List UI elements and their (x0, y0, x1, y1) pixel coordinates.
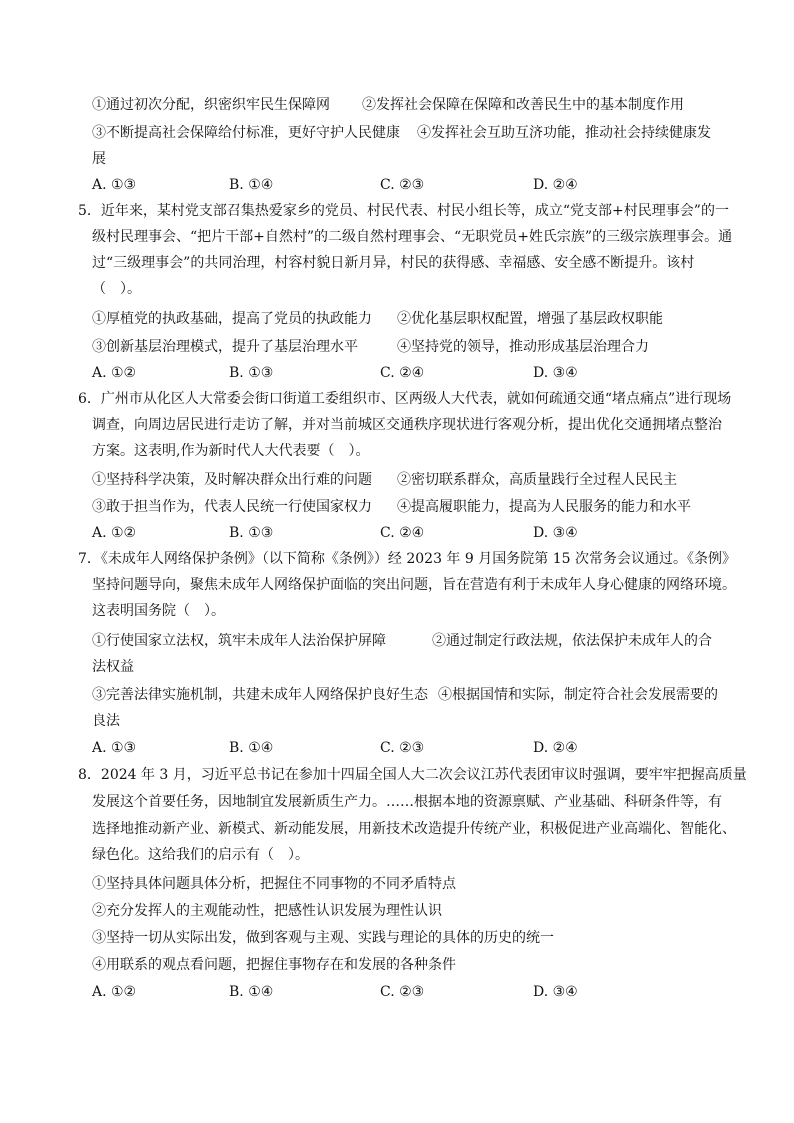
q5-stem-line-1: 5．近年来，某村党支部召集热爱家乡的党员、村民代表、村民小组长等，成立“党支部+村民理事会”的一 (78, 203, 729, 219)
option-a: A. ①③ (92, 740, 137, 756)
q7-stem-line-2: 坚持问题导向，聚焦未成年人网络保护面临的突出问题，旨在营造有利于未成年人身心健康的网络环境。 (92, 577, 736, 593)
q7-options (92, 735, 732, 761)
q6-stem-line-3: 方案。这表明,作为新时代人大代表要（ ）。 (92, 443, 370, 459)
q8-statement-3: ③坚持一切从实际出发，做到客观与主观、实践与理论的具体的历史的统一 (92, 930, 554, 946)
option-d: D. ③④ (533, 525, 578, 541)
q7-statement-4: ④根据国情和实际，制定符合社会发展需要的 (438, 687, 718, 703)
q8-options (92, 979, 732, 1005)
option-b: B. ①④ (229, 984, 274, 1000)
q5-stem-line-2: 级村民理事会、“把片干部+自然村”的二级自然村理事会、“无职党员+姓氏宗族”的三级宗族理事会。通 (92, 229, 733, 245)
q8-stem-line-4: 绿色化。这给我们的启示有（ ）。 (92, 847, 309, 863)
q8-stem-line-2: 发展这个首要任务，因地制宜发展新质生产力。……根据本地的资源禀赋、产业基础、科研条件等，有 (92, 794, 722, 810)
q7-statement-3: ③完善法律实施机制，共建未成年人网络保护良好生态 (92, 687, 428, 703)
q8-statement-1: ①坚持具体问题具体分析，把握住不同事物的不同矛盾特点 (92, 876, 456, 892)
option-c: C. ②③ (380, 177, 425, 193)
q6-statement-2: ②密切联系群众，高质量践行全过程人民民主 (397, 472, 677, 488)
option-a: A. ①③ (92, 177, 137, 193)
q5-statement-1: ①厚植党的执政基础，提高了党员的执政能力 (92, 311, 372, 327)
q6-options (92, 520, 732, 546)
option-a: A. ①② (92, 984, 137, 1000)
q4-statement-2: ②发挥社会保障在保障和改善民生中的基本制度作用 (362, 97, 684, 113)
option-c: C. ②④ (380, 525, 425, 541)
q4-statement-1: ①通过初次分配，织密织牢民生保障网 (92, 97, 330, 113)
q6-stem-line-2: 调查，向周边居民进行走访了解，并对当前城区交通秩序现状进行客观分析，提出优化交通拥堵点整治 (92, 417, 722, 433)
q4-statement-3: ③不断提高社会保障给付标准，更好守护人民健康 (92, 125, 400, 141)
q4-options (92, 172, 732, 198)
q5-options (92, 360, 732, 386)
q6-statement-3: ③敢于担当作为，代表人民统一行使国家权力 (92, 499, 372, 515)
option-d: D. ③④ (533, 365, 578, 381)
option-a: A. ①② (92, 525, 137, 541)
option-b: B. ①③ (229, 365, 274, 381)
option-d: D. ②④ (533, 740, 578, 756)
q8-stem-line-1: 8．2024 年 3 月，习近平总书记在参加十四届全国人大二次会议江苏代表团审议时强调，要牢牢把握高质量 (78, 767, 747, 783)
q8-statement-4: ④用联系的观点看问题，把握住事物存在和发展的各种条件 (92, 957, 456, 973)
option-d: D. ②④ (533, 177, 578, 193)
option-c: C. ②③ (380, 984, 425, 1000)
q5-stem-line-3: 过“三级理事会”的共同治理，村容村貌日新月异，村民的获得感、幸福感、安全感不断提升。该村 (92, 255, 695, 271)
option-d: D. ③④ (533, 984, 578, 1000)
q7-statement-1: ①行使国家立法权，筑牢未成年人法治保护屏障 (92, 633, 386, 649)
q7-statement-2-cont: 法权益 (92, 659, 134, 675)
q5-statement-2: ②优化基层职权配置，增强了基层政权职能 (397, 311, 663, 327)
q5-stem-line-4: （ ）。 (92, 281, 141, 297)
option-b: B. ①③ (229, 525, 274, 541)
q7-statement-4-cont: 良法 (92, 713, 120, 729)
q6-statement-4: ④提高履职能力，提高为人民服务的能力和水平 (397, 499, 691, 515)
option-a: A. ①② (92, 365, 137, 381)
q7-stem-line-3: 这表明国务院（ ）。 (92, 603, 225, 619)
q5-statement-3: ③创新基层治理模式，提升了基层治理水平 (92, 339, 358, 355)
q5-statement-4: ④坚持党的领导，推动形成基层治理合力 (397, 339, 649, 355)
q8-statement-2: ②充分发挥人的主观能动性，把感性认识发展为理性认识 (92, 903, 442, 919)
q4-statement-4: ④发挥社会互助互济功能，推动社会持续健康发 (417, 125, 711, 141)
option-b: B. ①④ (229, 740, 274, 756)
q7-statement-2: ②通过制定行政法规，依法保护未成年人的合 (432, 633, 712, 649)
option-b: B. ①④ (229, 177, 274, 193)
option-c: C. ②④ (380, 365, 425, 381)
q7-stem-line-1: 7．《未成年人网络保护条例》（以下简称《条例》）经 2023 年 9 月国务院第 15 次常务会议通过。《条例》 (78, 551, 736, 567)
option-c: C. ②③ (380, 740, 425, 756)
q8-stem-line-3: 选择地推动新产业、新模式、新动能发展，用新技术改造提升传统产业，积极促进产业高端化、智能化、 (92, 821, 736, 837)
q4-statement-4-cont: 展 (92, 151, 106, 167)
q6-stem-line-1: 6．广州市从化区人大常委会街口街道工委组织市、区两级人大代表，就如何疏通交通“堵点痛点”进行现场 (78, 391, 732, 407)
q6-statement-1: ①坚持科学决策，及时解决群众出行难的问题 (92, 472, 372, 488)
